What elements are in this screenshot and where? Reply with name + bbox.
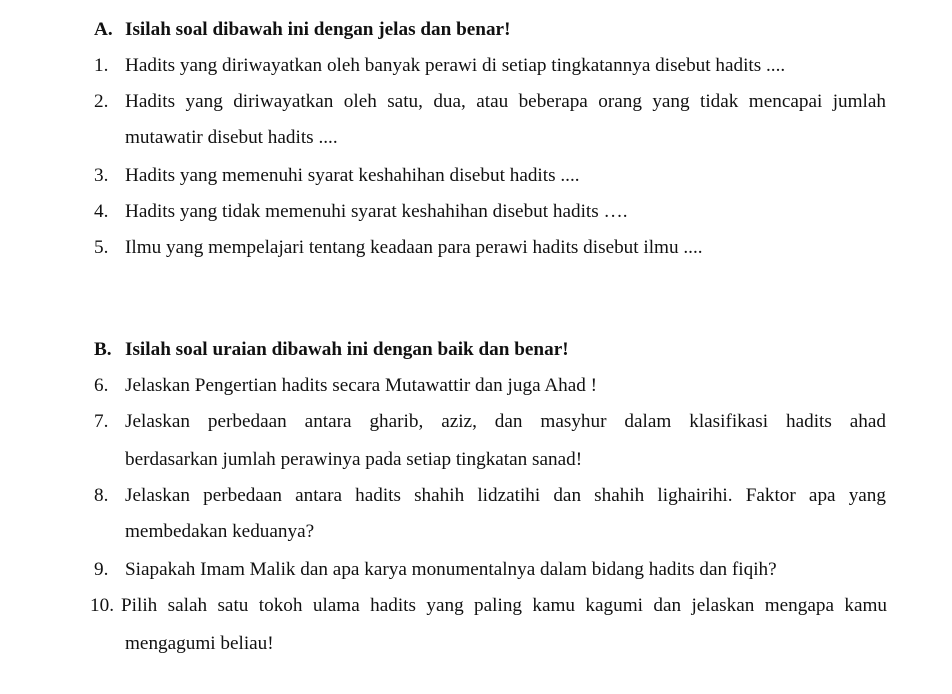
question-text: Pilih salah satu tokoh ulama hadits yang paling kamu kagumi dan jelaskan mengapa kamu xyxy=(121,595,887,616)
question-text: Hadits yang memenuhi syarat keshahihan disebut hadits .... xyxy=(125,165,580,186)
question-text: Siapakah Imam Malik dan apa karya monumentalnya dalam bidang hadits dan fiqih? xyxy=(125,559,777,580)
question-text-continued: mutawatir disebut hadits .... xyxy=(125,127,338,148)
question-number: 8. xyxy=(94,485,109,506)
question-number: 1. xyxy=(94,55,109,76)
question-text: Jelaskan perbedaan antara hadits shahih lidzatihi dan shahih lighairihi. Faktor apa yang xyxy=(125,485,886,506)
question-text-continued: mengagumi beliau! xyxy=(125,633,274,654)
question-number: 6. xyxy=(94,375,109,396)
question-number: 2. xyxy=(94,91,109,112)
section-b-title: Isilah soal uraian dibawah ini dengan baik dan benar! xyxy=(125,339,569,360)
question-text: Hadits yang diriwayatkan oleh satu, dua, atau beberapa orang yang tidak mencapai jumlah xyxy=(125,91,886,112)
section-b-letter: B. xyxy=(94,339,112,360)
question-number: 10. xyxy=(90,595,114,616)
question-text-continued: berdasarkan jumlah perawinya pada setiap tingkatan sanad! xyxy=(125,449,583,470)
question-text-continued: membedakan keduanya? xyxy=(125,521,315,542)
section-a-letter: A. xyxy=(94,19,113,40)
question-number: 7. xyxy=(94,411,109,432)
question-text: Hadits yang diriwayatkan oleh banyak perawi di setiap tingkatannya disebut hadits .... xyxy=(125,55,786,76)
question-text: Ilmu yang mempelajari tentang keadaan para perawi hadits disebut ilmu .... xyxy=(125,237,703,258)
question-number: 5. xyxy=(94,237,109,258)
question-number: 9. xyxy=(94,559,109,580)
question-text: Hadits yang tidak memenuhi syarat keshahihan disebut hadits …. xyxy=(125,201,628,222)
question-number: 4. xyxy=(94,201,109,222)
question-text: Jelaskan Pengertian hadits secara Mutawattir dan juga Ahad ! xyxy=(125,375,598,396)
question-text: Jelaskan perbedaan antara gharib, aziz, dan masyhur dalam klasifikasi hadits ahad xyxy=(125,411,886,432)
question-number: 3. xyxy=(94,165,109,186)
section-a-title: Isilah soal dibawah ini dengan jelas dan benar! xyxy=(125,19,511,40)
